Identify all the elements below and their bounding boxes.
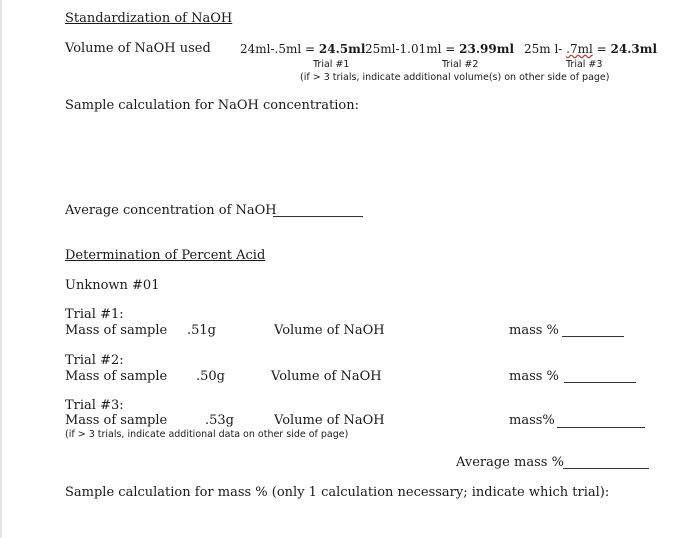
trial2-mass-value: .50g — [196, 369, 225, 384]
trial2-volume — [365, 42, 514, 56]
determination-note: (if > 3 trials, indicate additional data on other side of page) — [65, 429, 349, 440]
trial1-title: Trial #1: — [65, 307, 124, 322]
trial1-mass-pct-label: mass % — [509, 323, 559, 338]
trial1-volume — [240, 42, 365, 56]
trial3-label: Trial #3 — [566, 59, 603, 70]
trial1-label: Trial #1 — [313, 59, 350, 70]
trial3-mass-label: Mass of sample — [65, 413, 168, 428]
trial3-mass-pct-label: mass% — [509, 413, 555, 428]
trial2-title: Trial #2: — [65, 353, 124, 368]
trial1-calc: 24ml-.5ml = — [240, 42, 319, 56]
trial2-mass-label: Mass of sample — [65, 369, 168, 384]
unknown-label: Unknown #01 — [65, 278, 160, 293]
standardization-note: (if > 3 trials, indicate additional volume(s) on other side of page) — [300, 72, 610, 83]
trial1-mass-label: Mass of sample — [65, 323, 168, 338]
trial3-title: Trial #3: — [65, 398, 124, 413]
average-mass-label: Average mass % — [456, 455, 564, 470]
sample-calc-mass: Sample calculation for mass % (only 1 calculation necessary; indicate which trial): — [65, 485, 610, 500]
average-concentration-blank — [273, 215, 363, 217]
determination-heading: Determination of Percent Acid — [65, 248, 266, 263]
trial1-mass-pct-blank — [562, 335, 624, 337]
trial3-volume-label: Volume of NaOH — [274, 413, 385, 428]
trial2-mass-pct-label: mass % — [509, 369, 559, 384]
trial3-calc-c: = — [592, 42, 611, 56]
trial3-result: 24.3ml — [610, 42, 658, 56]
page-edge — [0, 0, 2, 538]
trial1-volume-label: Volume of NaOH — [274, 323, 385, 338]
average-mass-blank — [563, 467, 649, 469]
sample-calc-naoh: Sample calculation for NaOH concentration: — [65, 98, 359, 113]
trial3-calc-b: .7ml — [566, 42, 593, 56]
average-concentration-label: Average concentration of NaOH — [65, 203, 277, 218]
trial2-calc: 25ml-1.01ml = — [365, 42, 460, 56]
trial2-volume-label: Volume of NaOH — [271, 369, 382, 384]
trial1-result: 24.5ml — [318, 42, 366, 56]
trial3-calc-a: 25m l- — [524, 42, 567, 56]
volume-naoh-label: Volume of NaOH used — [65, 41, 211, 56]
trial3-volume — [524, 42, 657, 56]
trial2-result: 23.99ml — [459, 42, 515, 56]
trial3-mass-pct-blank — [557, 426, 645, 428]
trial2-mass-pct-blank — [564, 381, 636, 383]
trial1-mass-value: .51g — [187, 323, 216, 338]
standardization-heading: Standardization of NaOH — [65, 11, 233, 26]
trial3-mass-value: .53g — [205, 413, 234, 428]
trial2-label: Trial #2 — [442, 59, 479, 70]
